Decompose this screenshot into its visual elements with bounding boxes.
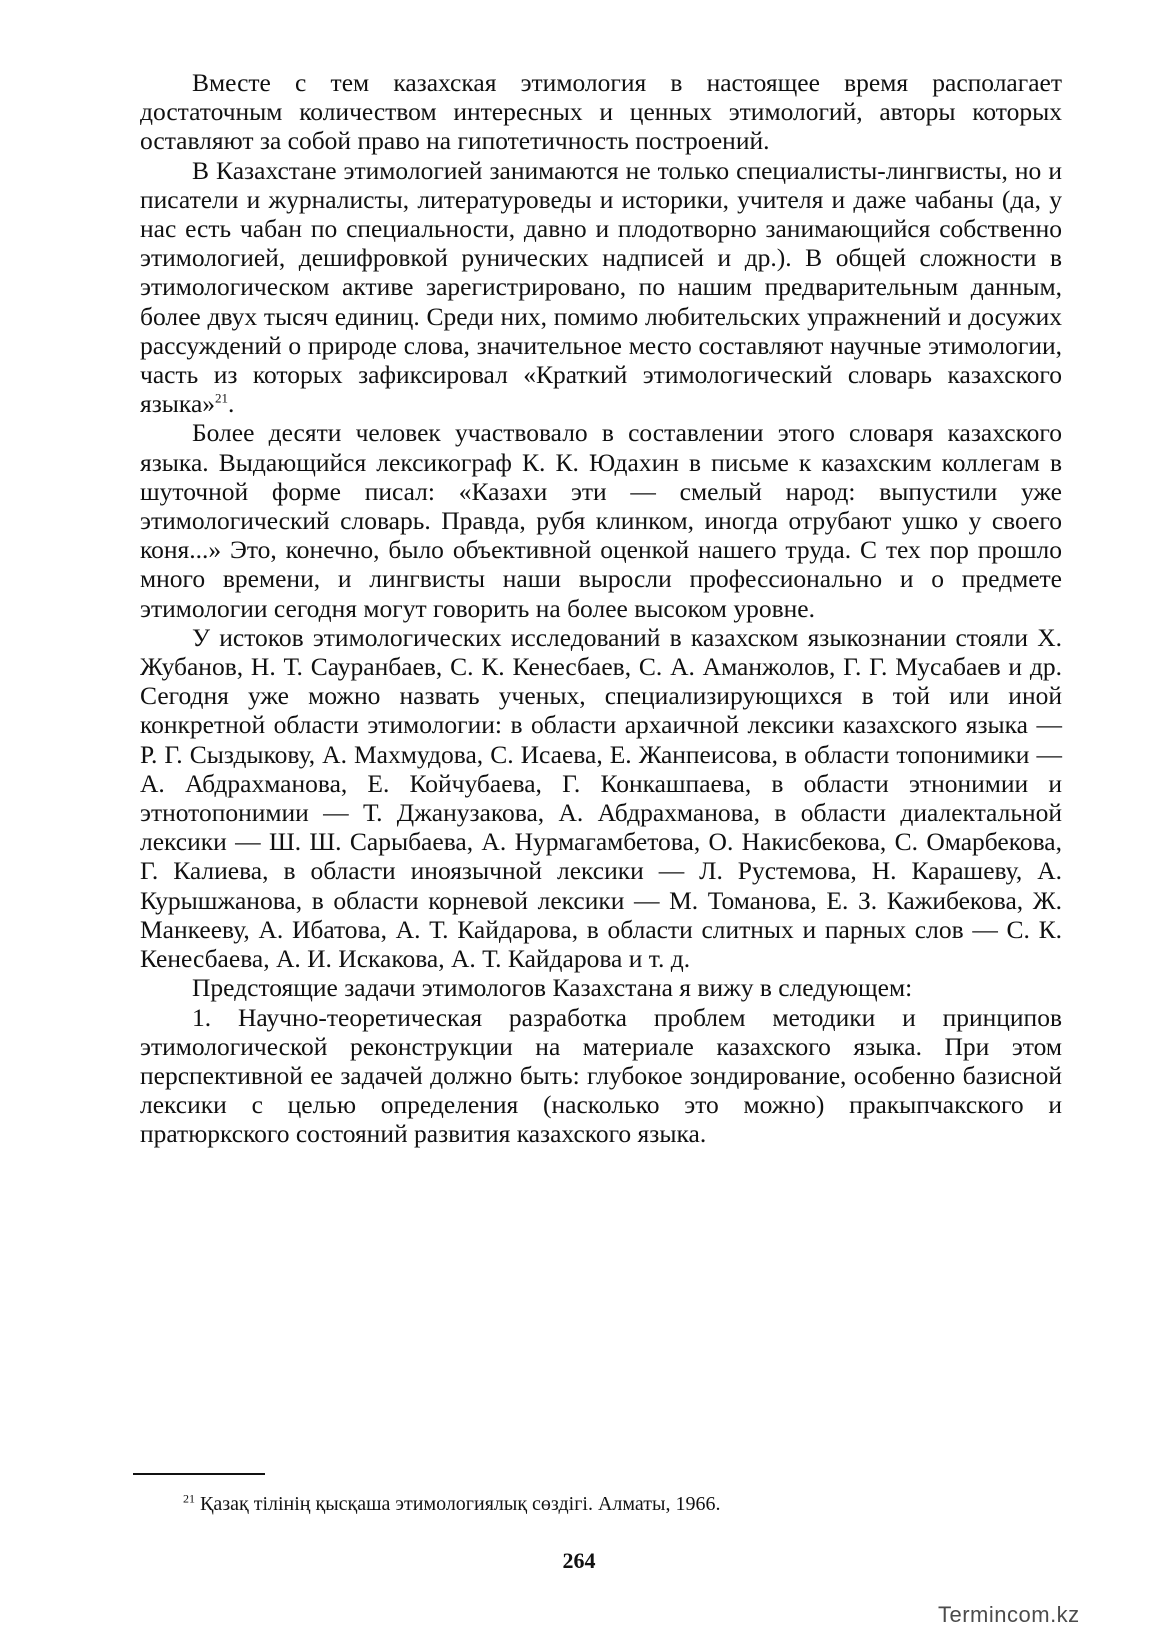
main-text xyxy=(140,68,1062,1149)
footnote-divider xyxy=(133,1473,265,1475)
paragraph-6 xyxy=(140,1003,1062,1149)
footnote-number: 21 xyxy=(183,1491,195,1506)
paragraph-2-text: В Казахстане этимологией занимаются не только специалисты-лингвисты, но и писатели и журналисты, литературоведы и историки, учителя и даже чабаны (да, у нас есть чабан по специальности, давно и плодотворно занимающийся собственно этимологией, дешифровкой рунических надписей и др.). В общей сложности в этимологическом активе зарегистрировано, по нашим предварительным данным, более двух тысяч единиц. Среди них, помимо любительских упражнений и досужих рассуждений о природе слова, значительное место составляют научные этимологии, часть из которых зафиксировал «Краткий этимологический словарь казахского языка» xyxy=(140,155,1062,419)
paragraph-6-text: 1. Научно-теоретическая разработка проблем методики и принципов этимологической реконструкции на материале казахского языка. При этом перспективной ее задачей должно быть: глубокое зондирование, особенно базисной лексики с целью определения (насколько это можно) пракыпчакского и пратюркского состояний развития казахского языка. xyxy=(140,1002,1062,1149)
paragraph-4 xyxy=(140,623,1062,973)
footnote-reference[interactable]: 21 xyxy=(215,390,229,406)
paragraph-1 xyxy=(140,68,1062,156)
paragraph-4-text: У истоков этимологических исследований в казахском языкознании стояли Х. Жубанов, Н. Т. Сауранбаев, С. К. Кенесбаев, С. А. Аманжолов, Г. Г. Мусабаев и др. Сегодня уже можно назвать ученых, специализирующихся в той или иной конкретной области этимологии: в области архаичной лексики казахского языка — Р. Г. Сыздыкову, А. Махмудова, С. Исаева, Е. Жанпеисова, в области топонимики — А. Абдрахманова, Е. Койчубаева, Г. Конкашпаева, в области этнонимии и этнотопонимии — Т. Джанузакова, А. Абдрахманова, в области диалектальной лексики — Ш. Ш. Сарыбаева, А. Нурмагамбетова, О. Накисбекова, С. Омарбекова, Г. Калиева, в области иноязычной лексики — Л. Рустемова, Н. Карашеву, А. Курышжанова, в области корневой лексики — М. Томанова, Е. З. Кажибекова, Ж. Манкееву, А. Ибатова, А. Т. Кайдарова, в области слитных и парных слов — С. К. Кенесбаева, А. И. Искакова, А. Т. Кайдарова и т. д. xyxy=(140,622,1062,974)
footnote-text: Қазақ тілінің қысқаша этимологиялық сөздігі. Алматы, 1966. xyxy=(200,1493,721,1515)
page-number: 264 xyxy=(562,1548,596,1573)
paragraph-5-text: Предстоящие задачи этимологов Казахстана я вижу в следующем: xyxy=(192,973,913,1003)
paragraph-1-text: Вместе с тем казахская этимология в настоящее время располагает достаточным количеством интересных и ценных этимологий, авторы которых оставляют за собой право на гипотетичность построений. xyxy=(140,68,1062,156)
paragraph-2 xyxy=(140,156,1062,419)
footnote xyxy=(183,1492,720,1516)
paragraph-5 xyxy=(140,973,1062,1002)
paragraph-2-tail: . xyxy=(228,389,235,419)
paragraph-3-text: Более десяти человек участвовало в составлении этого словаря казахского языка. Выдающийся лексикограф К. К. Юдахин в письме к казахским коллегам в шуточной форме писал: «Казахи эти — смелый народ: выпустили уже этимологический словарь. Правда, рубя клинком, иногда отрубают ушко у своего коня...» Это, конечно, было объективной оценкой нашего труда. С тех пор прошло много времени, и лингвисты наши выросли профессионально и о предмете этимологии сегодня могут говорить на более высоком уровне. xyxy=(140,418,1062,623)
paragraph-3 xyxy=(140,418,1062,622)
watermark: Termincom.kz xyxy=(938,1602,1080,1627)
